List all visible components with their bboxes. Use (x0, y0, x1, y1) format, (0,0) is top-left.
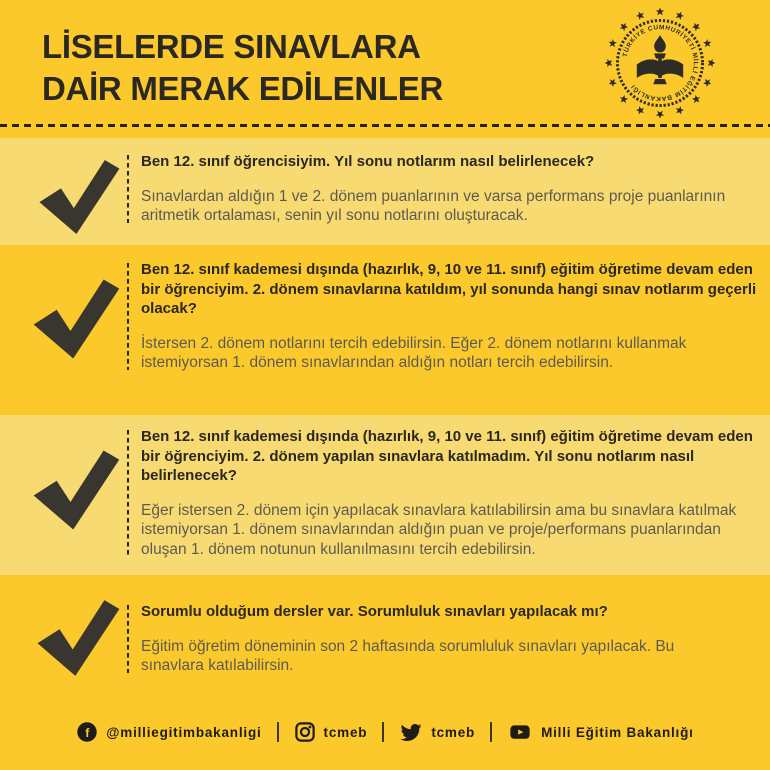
youtube-label: Milli Eğitim Bakanlığı (541, 724, 694, 740)
faq-question: Ben 12. sınıf öğrencisiyim. Yıl sonu notlarım nasıl belirlenecek? (141, 153, 595, 170)
instagram-item (294, 721, 368, 743)
checkmark-icon (30, 447, 122, 533)
checkmark-icon (30, 276, 122, 362)
footer-divider (277, 722, 279, 742)
faq-question: Sorumlu olduğum dersler var. Sorumluluk sınavları yapılacak mı? (141, 603, 608, 620)
instagram-icon (294, 721, 316, 743)
faq-item-2 (141, 260, 761, 373)
logo-torch-book-emblem (637, 35, 683, 84)
facebook-handle: @milliegitimbakanligi (106, 724, 262, 740)
dashed-divider (0, 124, 770, 127)
faq-item-4 (141, 602, 761, 676)
youtube-item (507, 721, 694, 743)
logo-ring-text: TÜRKİYE CUMHURİYETİ MİLLİ EĞİTİM BAKANLIĞI (621, 24, 699, 102)
faq-question: Ben 12. sınıf kademesi dışında (hazırlık, 9, 10 ve 11. sınıf) eğitim öğretime devam eden bir öğrenciyim. 2. dönem sınavlarına katıldım, yıl sonunda hangi sınav notlarım geçerli olacak? (141, 261, 757, 317)
footer-divider (382, 722, 384, 742)
social-footer (0, 711, 770, 753)
faq-question: Ben 12. sınıf kademesi dışında (hazırlık, 9, 10 ve 11. sınıf) eğitim öğretime devam eden bir öğrenciyim. 2. dönem yapılan sınavlara katılmadım. Yıl sonu notlarım nasıl belirlenecek? (141, 428, 753, 484)
title-line-1: LİSELERDE SINAVLARA (42, 28, 421, 65)
checkmark-icon (34, 597, 122, 679)
faq-item-3 (141, 427, 761, 559)
faq-answer: Eğer istersen 2. dönem için yapılacak sınavlara katılabilirsin ama bu sınavlara katılmak istemiyorsan 1. dönem sınavlarından aldığın puan ve proje/performans puanlarından oluşan 1. dönem notunun kullanılmasını tercih edebilirsin. (141, 501, 737, 558)
twitter-icon (399, 720, 423, 744)
svg-text:f: f (85, 726, 91, 741)
instagram-handle: tcmeb (323, 724, 368, 740)
checkmark-icon (36, 157, 122, 237)
footer-divider (490, 722, 492, 742)
twitter-item (399, 720, 475, 744)
page-title (42, 26, 443, 110)
faq-answer: Eğitim öğretim döneminin son 2 haftasında sorumluluk sınavları yapılacak. Bu sınavlara katılabilirsin. (141, 637, 675, 674)
title-line-2: DAİR MERAK EDİLENLER (42, 70, 444, 107)
faq-answer: Sınavlardan aldığın 1 ve 2. dönem puanlarının ve varsa performans proje puanlarının aritmetik ortalaması, senin yıl sonu notlarını oluşturacak. (141, 187, 726, 224)
facebook-icon (76, 721, 98, 743)
youtube-icon (507, 721, 533, 743)
faq-answer: İstersen 2. dönem notlarını tercih edebilirsin. Eğer 2. dönem notlarını kullanmak istemiyorsan 1. dönem sınavlarından aldığın notları tercih edebilirsin. (141, 334, 687, 371)
twitter-handle: tcmeb (431, 724, 476, 740)
facebook-item (76, 721, 261, 743)
faq-item-1 (141, 152, 761, 226)
meb-ministry-logo-icon (602, 5, 718, 121)
